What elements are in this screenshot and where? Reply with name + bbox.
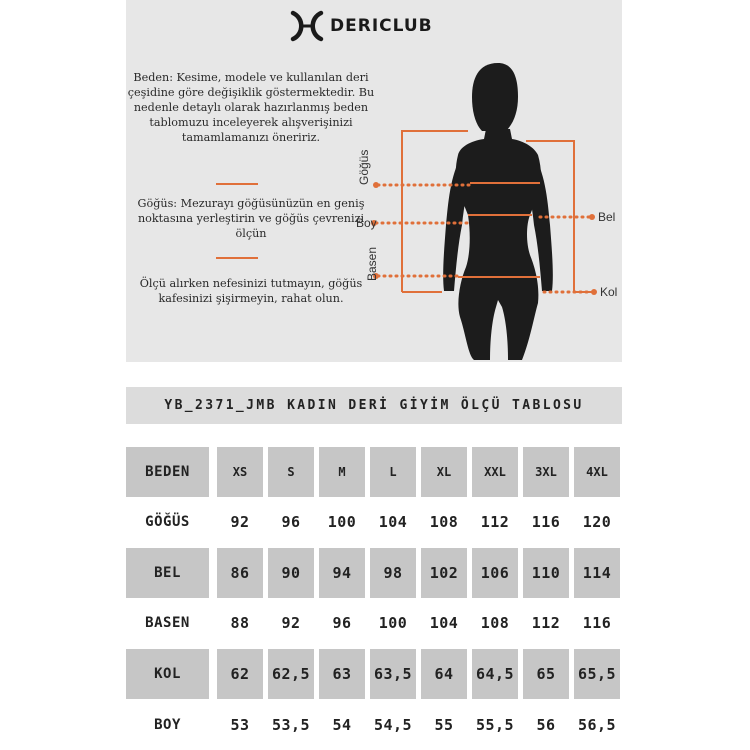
- table-cell: 54: [332, 715, 352, 734]
- table-cell: 53: [230, 715, 250, 734]
- row-label: KOL: [126, 649, 209, 699]
- table-cell: 62,5: [268, 649, 314, 699]
- size-header-xl: XL: [421, 447, 467, 497]
- table-cell: 92: [281, 613, 301, 632]
- table-cell: 56,5: [577, 715, 617, 734]
- intro-paragraph-size: Beden: Kesime, modele ve kullanılan deri çeşidine göre değişiklik göstermektedir. Bu nedenle detaylı olarak hazırlanmış beden tablomuzu inceleyerek alışverişinizi tamamlamanızı öneririz.: [127, 71, 375, 144]
- brand-name: DERICLUB: [330, 16, 433, 36]
- table-cell: 90: [268, 548, 314, 598]
- table-cell: 53,5: [271, 715, 311, 734]
- intro-paragraph-chest: Göğüs: Mezurayı göğüsünüzün en geniş noktasına yerleştirin ve göğüs çevrenizi ölçün: [137, 197, 365, 240]
- table-cell: 55,5: [475, 715, 515, 734]
- label-kol: Kol: [600, 285, 618, 299]
- table-title: YB_2371_JMB KADIN DERİ GİYİM ÖLÇÜ TABLOSU: [164, 398, 584, 413]
- label-bel: Bel: [598, 210, 616, 224]
- table-cell: 65,5: [574, 649, 620, 699]
- label-boy: Boy: [356, 216, 377, 230]
- table-cell: 108: [429, 512, 459, 531]
- size-header-l: L: [370, 447, 416, 497]
- table-cell: 94: [319, 548, 365, 598]
- table-cell: 96: [332, 613, 352, 632]
- table-cell: 98: [370, 548, 416, 598]
- size-header-xs: XS: [217, 447, 263, 497]
- row-label: BEL: [126, 548, 209, 598]
- table-cell: 55: [434, 715, 454, 734]
- table-title-bar: [126, 387, 622, 424]
- row-label: GÖĞÜS: [145, 513, 190, 530]
- table-cell: 64: [421, 649, 467, 699]
- table-cell: 65: [523, 649, 569, 699]
- table-cell: 62: [217, 649, 263, 699]
- label-gogus: Göğüs: [357, 149, 371, 185]
- table-cell: 114: [574, 548, 620, 598]
- table-cell: 108: [480, 613, 510, 632]
- brand-logo: [290, 10, 433, 42]
- table-cell: 86: [217, 548, 263, 598]
- table-cell: 102: [421, 548, 467, 598]
- table-cell: 104: [378, 512, 408, 531]
- size-header-3xl: 3XL: [523, 447, 569, 497]
- table-cell: 106: [472, 548, 518, 598]
- dericlub-logo-icon: [290, 10, 324, 42]
- size-header-s: S: [268, 447, 314, 497]
- separator: [216, 257, 258, 259]
- table-cell: 110: [523, 548, 569, 598]
- intro-paragraph-tip: Ölçü alırken nefesinizi tutmayın, göğüs kafesinizi şişirmeyin, rahat olun.: [139, 277, 363, 305]
- size-header-4xl: 4XL: [574, 447, 620, 497]
- table-cell: 116: [531, 512, 561, 531]
- table-cell: 63: [319, 649, 365, 699]
- table-cell: 92: [230, 512, 250, 531]
- table-cell: 104: [429, 613, 459, 632]
- table-header-beden: BEDEN: [126, 447, 209, 497]
- table-cell: 88: [230, 613, 250, 632]
- female-silhouette: [443, 63, 553, 360]
- table-cell: 63,5: [370, 649, 416, 699]
- table-cell: 54,5: [373, 715, 413, 734]
- separator: [216, 183, 258, 185]
- table-cell: 116: [582, 613, 612, 632]
- table-cell: 64,5: [472, 649, 518, 699]
- table-cell: 120: [582, 512, 612, 531]
- table-cell: 96: [281, 512, 301, 531]
- row-label: BASEN: [145, 614, 190, 631]
- table-cell: 100: [327, 512, 357, 531]
- label-basen: Basen: [365, 246, 379, 281]
- size-header-m: M: [319, 447, 365, 497]
- size-header-xxl: XXL: [472, 447, 518, 497]
- row-label: BOY: [154, 716, 181, 733]
- table-cell: 100: [378, 613, 408, 632]
- table-cell: 112: [480, 512, 510, 531]
- body-measurement-figure: [350, 55, 625, 360]
- table-cell: 56: [536, 715, 556, 734]
- table-cell: 112: [531, 613, 561, 632]
